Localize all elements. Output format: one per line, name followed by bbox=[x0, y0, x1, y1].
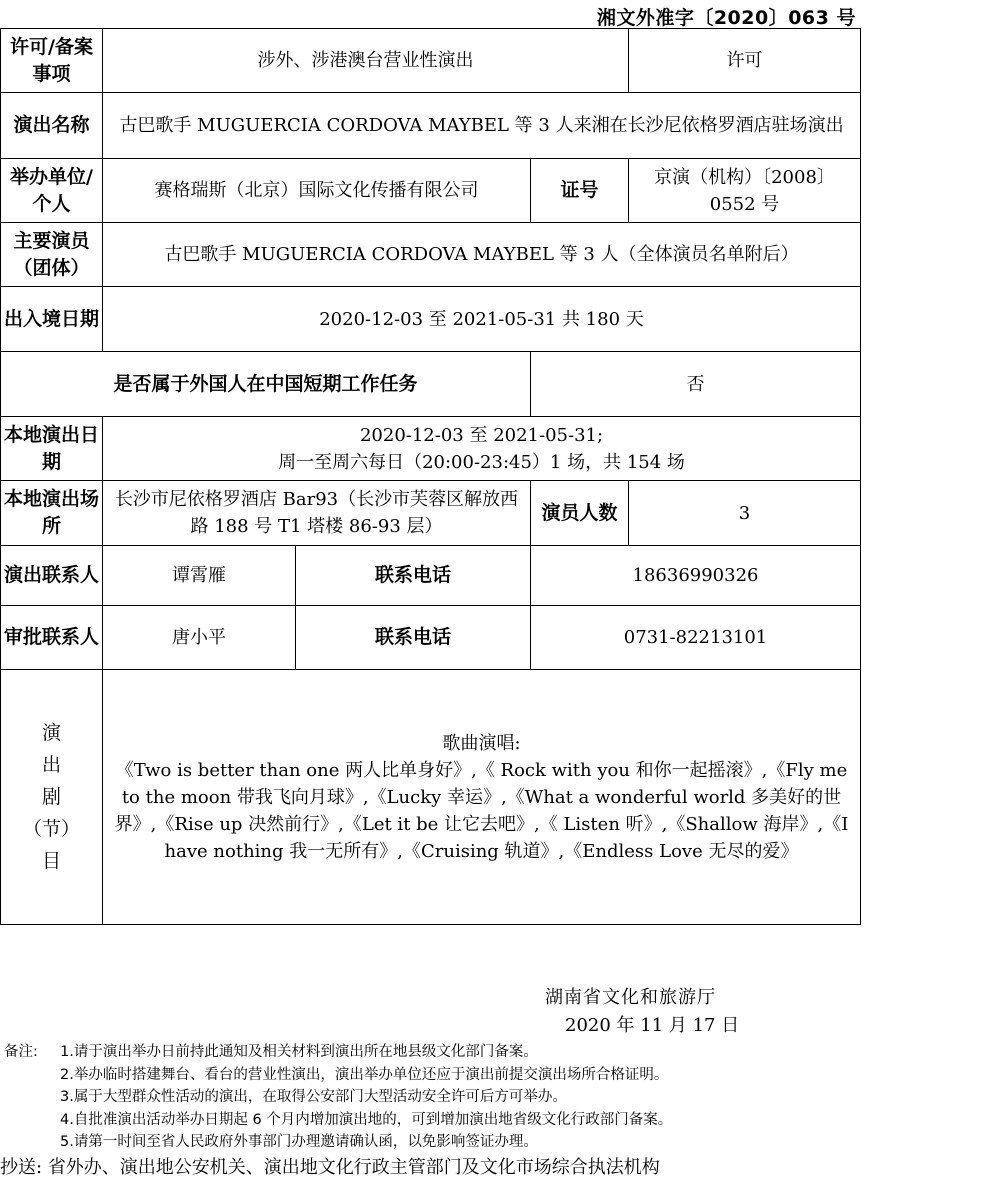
performer-count-value: 3 bbox=[629, 481, 861, 546]
notes-label: 备注: bbox=[4, 1044, 38, 1060]
perf-contact-phone-label: 联系电话 bbox=[296, 546, 531, 606]
item-label: 许可/备案事项 bbox=[1, 29, 103, 93]
perf-contact-name: 谭霄雁 bbox=[103, 546, 296, 606]
program-content bbox=[103, 670, 861, 925]
cert-value: 京演（机构）〔2008〕0552 号 bbox=[629, 159, 861, 223]
program-label-char: 目 bbox=[41, 850, 61, 872]
row-approval-contact bbox=[1, 606, 861, 670]
note-item: 3.属于大型群众性活动的演出，在取得公安部门大型活动安全许可后方可举办。 bbox=[60, 1089, 567, 1105]
row-local-dates bbox=[1, 417, 861, 481]
cc-label: 抄送: bbox=[0, 1157, 43, 1178]
program-song-list: 《Two is better than one 两人比单身好》,《 Rock with you 和你一起摇滚》,《Fly me to the moon 带我飞向月球》,《Lucky 幸运》,《What a wonderful world 多美好的世界》,《Rise up 决然前行》,《Let it be 让它去吧》,《 Listen 听》,《Shallow 海岸》,《I have nothing 我一无所有》,《Cruising 轨道》,《Endless Love 无尽的爱》 bbox=[114, 759, 849, 862]
organizer-label: 举办单位/个人 bbox=[1, 159, 103, 223]
issue-date: 2020 年 11 月 17 日 bbox=[565, 1015, 740, 1036]
note-item: 1.请于演出举办日前持此通知及相关材料到演出所在地县级文化部门备案。 bbox=[60, 1044, 538, 1060]
local-dates-line2: 周一至周六每日（20:00-23:45）1 场，共 154 场 bbox=[278, 451, 685, 473]
short-term-label: 是否属于外国人在中国短期工作任务 bbox=[1, 352, 531, 417]
row-item bbox=[1, 29, 861, 93]
row-program bbox=[1, 670, 861, 925]
perf-contact-phone: 18636990326 bbox=[531, 546, 861, 606]
note-item: 4.自批准演出活动举办日期起 6 个月内增加演出地的，可到增加演出地省级文化行政部门备案。 bbox=[60, 1111, 673, 1128]
approval-contact-phone-label: 联系电话 bbox=[296, 606, 531, 670]
notes-section bbox=[4, 1041, 672, 1154]
program-label bbox=[1, 670, 103, 925]
row-short-term bbox=[1, 352, 861, 417]
entry-exit-label: 出入境日期 bbox=[1, 287, 103, 352]
row-organizer bbox=[1, 159, 861, 223]
row-performance-contact bbox=[1, 546, 861, 606]
row-name bbox=[1, 93, 861, 159]
performers-label: 主要演员（团体） bbox=[1, 223, 103, 287]
approval-contact-phone: 0731-82213101 bbox=[531, 606, 861, 670]
venue-label: 本地演出场所 bbox=[1, 481, 103, 546]
row-entry-exit bbox=[1, 287, 861, 352]
cert-label: 证号 bbox=[531, 159, 629, 223]
issuing-organization: 湖南省文化和旅游厅 bbox=[545, 987, 716, 1008]
performers-value: 古巴歌手 MUGUERCIA CORDOVA MAYBEL 等 3 人（全体演员名单附后） bbox=[103, 223, 861, 287]
local-dates-value bbox=[103, 417, 861, 481]
entry-exit-value: 2020-12-03 至 2021-05-31 共 180 天 bbox=[103, 287, 861, 352]
local-dates-line1: 2020-12-03 至 2021-05-31; bbox=[359, 424, 604, 446]
document-number: 湘文外准字〔2020〕063 号 bbox=[596, 7, 856, 29]
name-label: 演出名称 bbox=[1, 93, 103, 159]
program-heading: 歌曲演唱: bbox=[442, 732, 521, 754]
row-performers bbox=[1, 223, 861, 287]
program-label-char: 剧 bbox=[41, 786, 61, 808]
cc-recipients: 省外办、演出地公安机关、演出地文化行政主管部门及文化市场综合执法机构 bbox=[47, 1157, 660, 1178]
organizer-value: 赛格瑞斯（北京）国际文化传播有限公司 bbox=[103, 159, 531, 223]
local-dates-label: 本地演出日期 bbox=[1, 417, 103, 481]
signature-block bbox=[545, 984, 739, 1040]
permit-form-table bbox=[0, 28, 861, 925]
item-value: 涉外、涉港澳台营业性演出 bbox=[103, 29, 629, 93]
item-result: 许可 bbox=[629, 29, 861, 93]
note-item: 5.请第一时间至省人民政府外事部门办理邀请确认函，以免影响签证办理。 bbox=[60, 1134, 538, 1150]
performer-count-label: 演员人数 bbox=[531, 481, 629, 546]
approval-contact-name: 唐小平 bbox=[103, 606, 296, 670]
approval-contact-label: 审批联系人 bbox=[1, 606, 103, 670]
name-value: 古巴歌手 MUGUERCIA CORDOVA MAYBEL 等 3 人来湘在长沙尼依格罗酒店驻场演出 bbox=[103, 93, 861, 159]
program-label-char: （节） bbox=[22, 818, 80, 840]
note-item: 2.举办临时搭建舞台、看台的营业性演出，演出举办单位还应于演出前提交演出场所合格证明。 bbox=[60, 1066, 669, 1083]
cc-line bbox=[0, 1155, 660, 1181]
short-term-value: 否 bbox=[531, 352, 861, 417]
venue-value: 长沙市尼依格罗酒店 Bar93（长沙市芙蓉区解放西路 188 号 T1 塔楼 86-93 层） bbox=[103, 481, 531, 546]
row-venue bbox=[1, 481, 861, 546]
program-label-char: 出 bbox=[41, 754, 61, 776]
perf-contact-label: 演出联系人 bbox=[1, 546, 103, 606]
program-label-char: 演 bbox=[41, 722, 61, 744]
